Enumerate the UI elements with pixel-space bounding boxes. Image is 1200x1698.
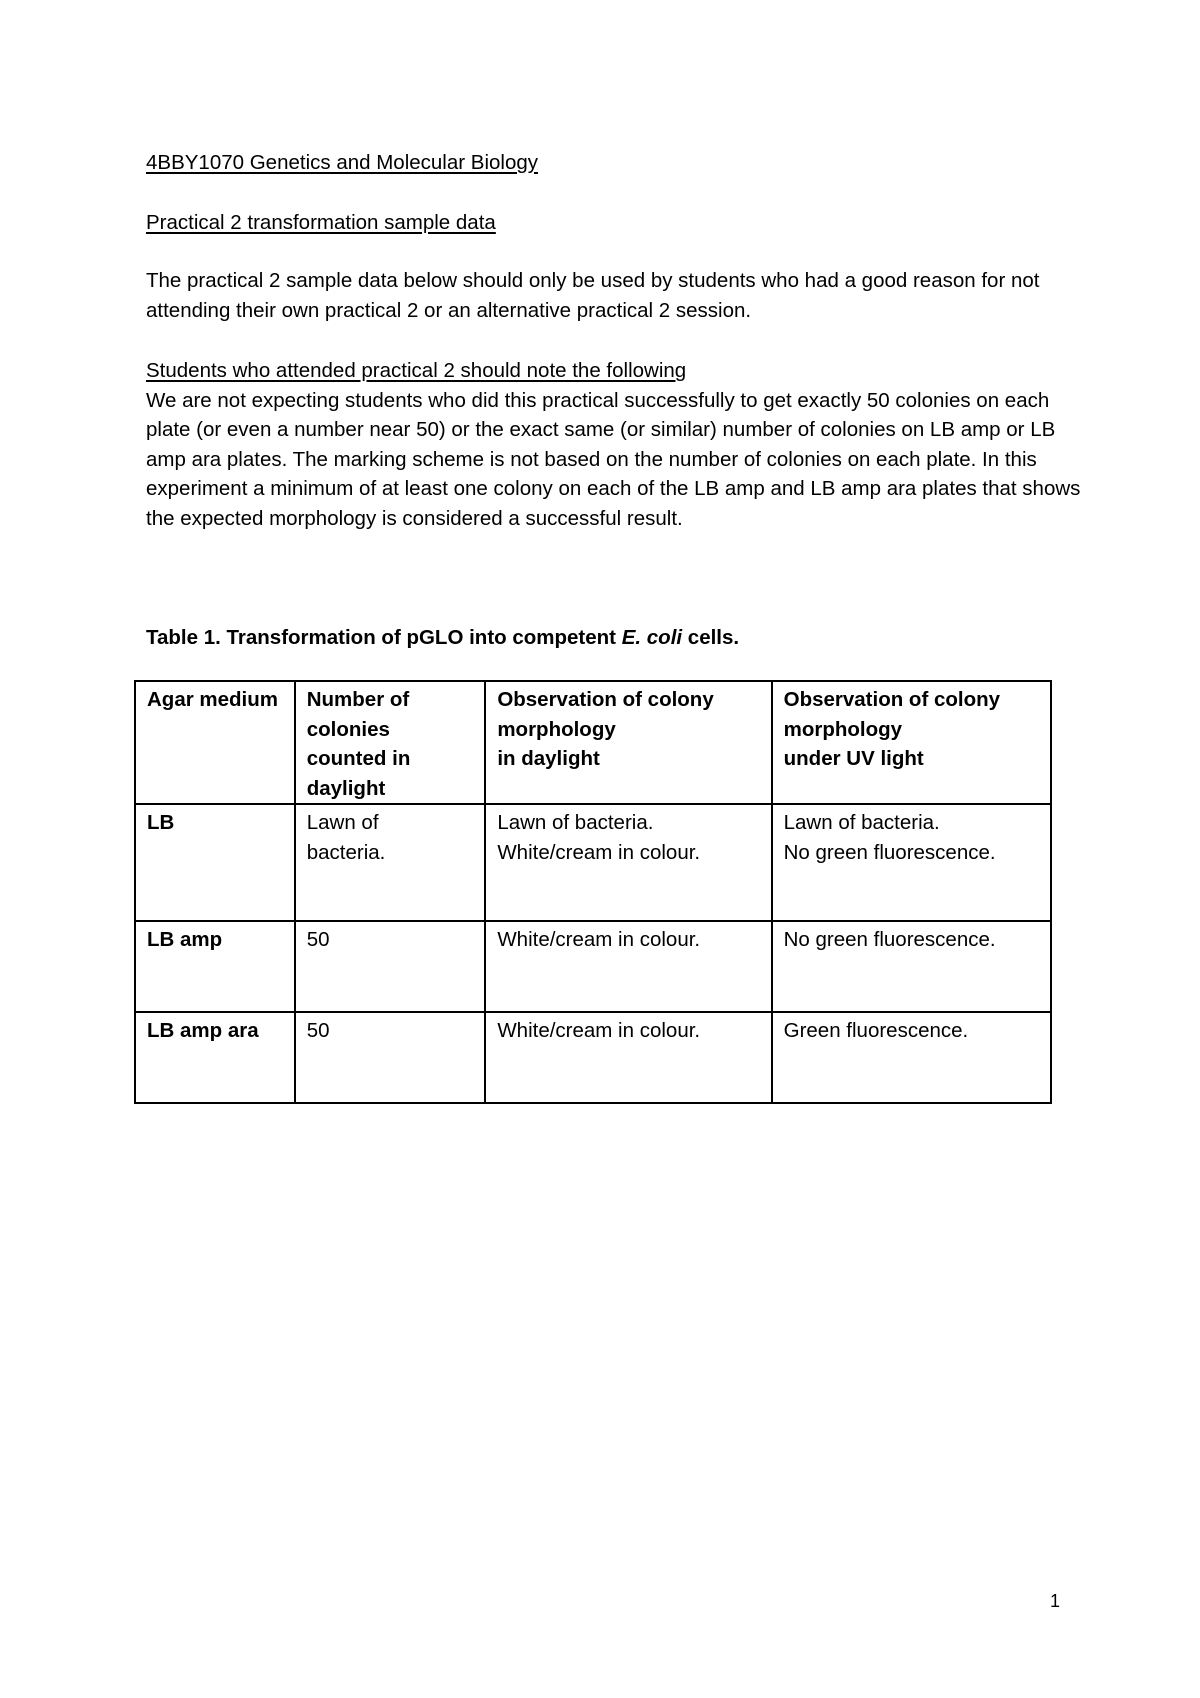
section-title-text: Practical 2 transformation sample data — [146, 211, 496, 234]
table-caption-italic: E. coli — [621, 626, 683, 649]
table-row — [135, 1012, 1051, 1103]
intro-paragraph: The practical 2 sample data below should only be used by students who had a good reason for not attending their own practical 2 or an alternative practical 2 session. — [146, 269, 1040, 322]
header-line: counted in — [306, 747, 411, 770]
cell-daylight: White/cream in colour. — [485, 1012, 771, 1103]
cell-count: 50 — [295, 921, 486, 1012]
cell-count: 50 — [295, 1012, 486, 1103]
header-line: colonies — [306, 717, 390, 741]
header-uv-morphology — [772, 681, 1051, 804]
header-line: Agar medium — [147, 688, 278, 711]
cell-count — [295, 804, 486, 921]
cell-line: bacteria. — [306, 840, 386, 864]
table-caption — [146, 623, 739, 652]
cell-medium: LB — [135, 804, 295, 921]
section-title — [146, 208, 1086, 238]
cell-line: Lawn of bacteria. — [497, 811, 654, 834]
course-title-text: 4BBY1070 Genetics and Molecular Biology — [146, 151, 539, 174]
notes-paragraph: We are not expecting students who did this practical successfully to get exactly 50 colonies on each plate (or even a number near 50) or the exact same (or similar) number of colonies on LB amp or LB amp ara plates. The marking scheme is not based on the number of colonies on each plate. In this experiment a minimum of at least one colony on each of the LB amp and LB amp ara plates that shows the expected morphology is considered a successful result. — [146, 388, 1081, 530]
header-daylight-morphology — [485, 681, 771, 804]
table-row — [135, 804, 1051, 921]
cell-line: White/cream in colour. — [497, 840, 701, 864]
transformation-table — [134, 680, 1052, 1104]
cell-line: Lawn of — [306, 811, 379, 834]
header-line: daylight — [306, 776, 386, 800]
cell-uv: No green fluorescence. — [772, 921, 1051, 1012]
header-line: in daylight — [497, 747, 600, 770]
table-caption-prefix: Table 1. Transformation of pGLO into competent — [146, 626, 622, 649]
cell-line: Lawn of bacteria. — [783, 811, 940, 834]
header-line: Observation of colony — [783, 688, 1001, 711]
page-number: 1 — [1050, 1591, 1061, 1611]
cell-medium: LB amp — [135, 921, 295, 1012]
header-colony-count — [295, 681, 486, 804]
header-line: Observation of colony — [497, 688, 714, 711]
notes-heading: Students who attended practical 2 should note the following — [146, 359, 687, 382]
header-line: morphology — [497, 717, 616, 741]
cell-daylight — [485, 804, 771, 921]
cell-line: No green fluorescence. — [783, 840, 996, 864]
cell-uv — [772, 804, 1051, 921]
cell-uv: Green fluorescence. — [772, 1012, 1051, 1103]
cell-daylight: White/cream in colour. — [485, 921, 771, 1012]
course-title — [146, 148, 1086, 178]
notes-section — [146, 356, 1086, 533]
header-line: Number of — [306, 688, 410, 711]
table-header-row — [135, 681, 1051, 804]
table-row — [135, 921, 1051, 1012]
header-line: under UV light — [783, 747, 924, 770]
table-caption-suffix: cells. — [682, 626, 740, 649]
header-line: morphology — [783, 717, 903, 741]
cell-medium: LB amp ara — [135, 1012, 295, 1103]
header-agar-medium — [135, 681, 295, 804]
